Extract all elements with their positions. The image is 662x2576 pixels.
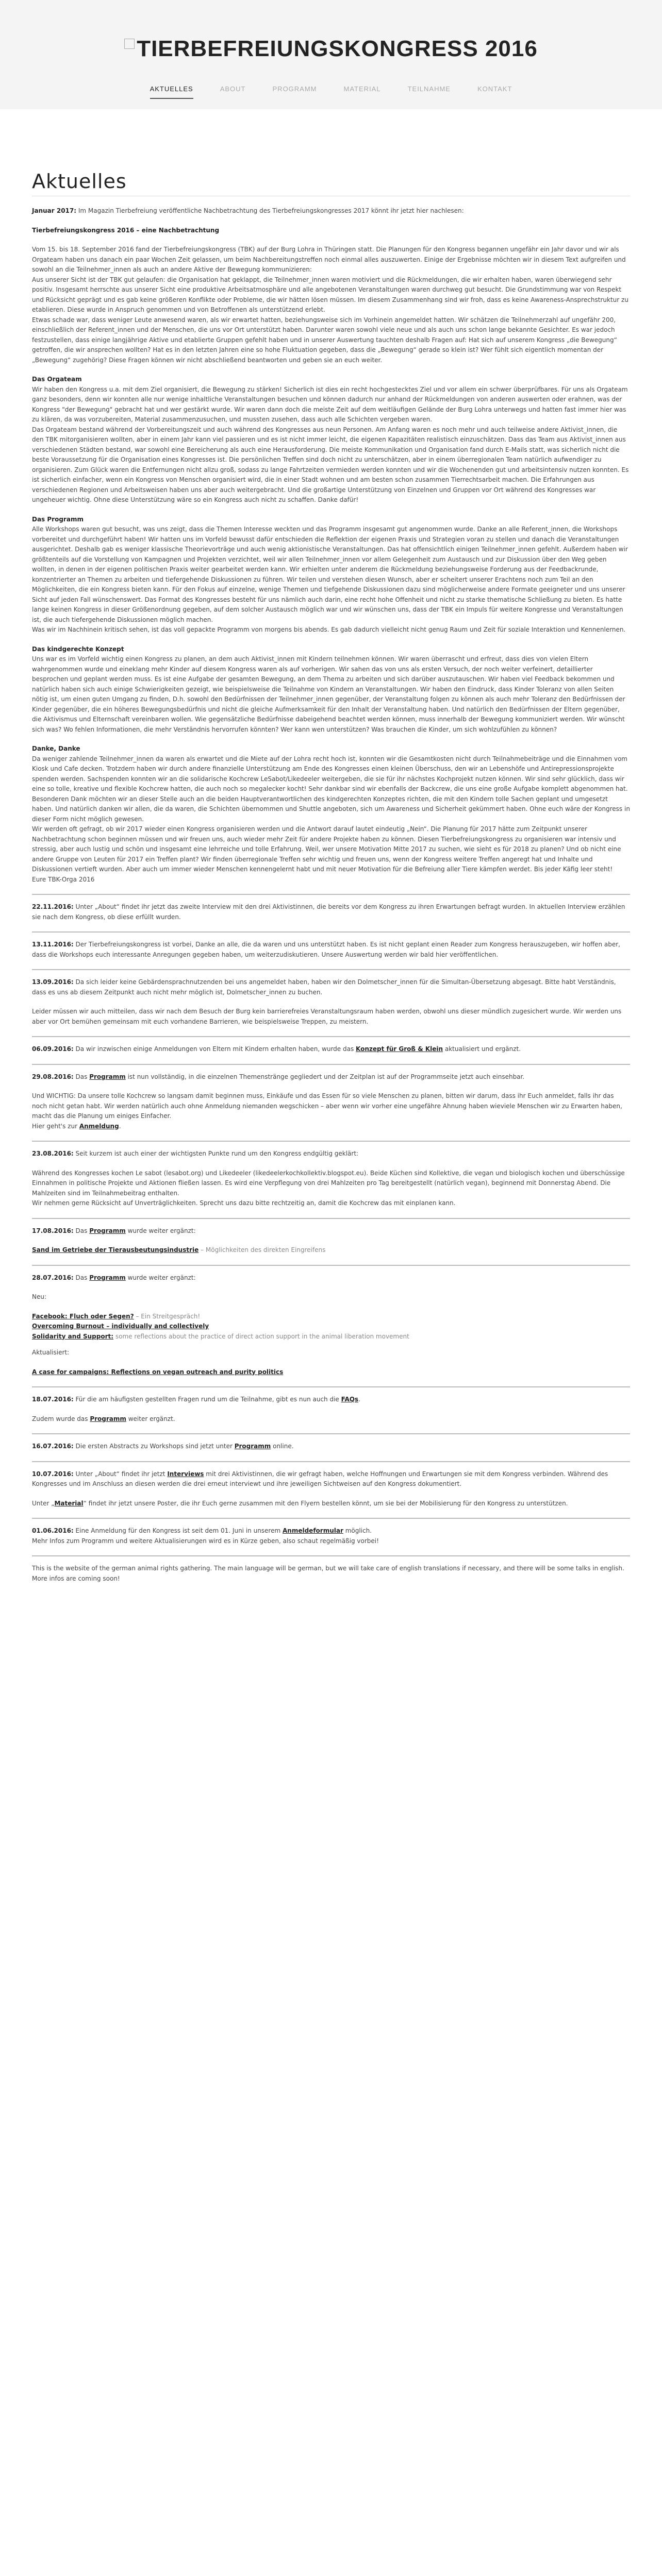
update-text: Seit kurzem ist auch einer der wichtigsten Punkte rund um den Kongress endgültig geklärt: <box>73 1150 359 1157</box>
intro <box>32 206 630 216</box>
workshop-link[interactable]: Facebook: Fluch oder Segen? <box>32 1312 134 1320</box>
divider <box>32 1218 630 1219</box>
divider <box>32 1555 630 1556</box>
interviews-link[interactable]: Interviews <box>167 1470 204 1478</box>
workshop-link[interactable]: Sand im Getriebe der Tierausbeutungsindustrie <box>32 1246 199 1253</box>
orga-p1: Wir haben den Kongress u.a. mit dem Ziel organisiert, die Bewegung zu stärken! Sicherlich ist dies ein recht hochgestecktes Ziel und vor allem ein schwer überprüfbares. Für uns als Orgateam ganz besonders, denn wir konnten alle nur wenige inhaltliche Veranstaltungen besuchen und können dadurch nur anhand der Rückmeldungen von anderen auswerten oder erahnen, was der Kongress "der Bewegung" gebracht hat und wer gestärkt wurde. Wir waren dann doch die meiste Zeit auf dem weitläufigen Gelände der Burg Lohra unterwegs und hatten fast immer hier was zu klären, da was vorzubereiten, Material zusammenzusuchen, und mussten zusehen, dass auch alle Schichten vergeben waren. <box>32 385 628 423</box>
list-item <box>32 1367 630 1378</box>
workshop-link[interactable]: Solidarity and Support: <box>32 1332 114 1340</box>
broken-image-icon <box>124 39 135 49</box>
main-nav <box>0 85 662 99</box>
update-text: Da wir inzwischen einige Anmeldungen von Eltern mit Kindern erhalten haben, wurde das <box>73 1045 356 1053</box>
update-1007 <box>32 1469 630 1489</box>
update-text: Hier geht's zur <box>32 1122 79 1130</box>
english-notice: This is the website of the german animal rights gathering. The main language will be german, but we will take care of english translations if necessary, and there will be some talks in english. More infos are coming soon! <box>32 1565 624 1582</box>
nav-about[interactable]: ABOUT <box>220 85 246 93</box>
kids-heading <box>32 645 630 655</box>
thanks-p1: Da weniger zahlende Teilnehmer_innen da waren als erwartet und die Miete auf der Lohra recht hoch ist, konnten wir die Gesamtkosten nicht durch Teilnahmebeiträge und die Einnahmen vom Kiosk und Cafe decken. Trotzdem haben wir durch andere finanzielle Unterstützung am Ende des Kongresses einen kleinen Überschuss, den wir an Lebenshöfe und Antirepressionsprojekte spenden werden. Sachspenden konnten wir an die solidarische Kochcrew LeSabot/Likedeeler weitergeben, die sie für ihr nächstes Kochprojekt nutzen können. Wir sind sehr glücklich, dass wir eine so tolle, kreative und flexible Kochcrew hatten, die auch noch so megalecker kocht! Sehr dankbar sind wir ebenfalls der Backcrew, die uns eine große Aufgabe komplett abgenommen hat. Besonderen Dank möchten wir an dieser Stelle auch an die beiden Hauptverantwortlichen des kindgerechten Konzeptes richten, die mit den Kindern tolle Sachen geplant und umgesetzt haben. Und natürlich danken wir allen, die da waren, die Schichten übernommen und Shuttle angeboten, sich um Awareness und Sicherheit gekümmert haben. Ohne euch wäre der Kongress in dieser Form nicht möglich gewesen. <box>32 755 630 823</box>
update-2807 <box>32 1273 630 1283</box>
article <box>32 206 630 1593</box>
divider <box>32 1064 630 1065</box>
orga-heading-text: Das Orgateam <box>32 376 82 383</box>
update-2908-b <box>32 1091 630 1131</box>
update-date: 18.07.2016: <box>32 1396 74 1403</box>
update-2308-b: Während des Kongresses kochen Le sabot (lesabot.org) und Likedeeler (likedeelerkochkollektiv.blogspot.eu). Beide Küchen sind Kollektive, die vegan und biologisch kochen und überschüssige Einnahmen in politische Projekte und Aktionen fließen lassen. Es wird eine Verpflegung von drei Mahlzeiten pro Tag bereitgestellt (natürlich vegan), beginnend mit Donnerstag Abend. Die Mahlzeiten sind im Teilnahmebeitrag enthalten. <box>32 1169 625 1197</box>
content-area <box>0 109 662 2576</box>
list-item <box>32 1332 630 1342</box>
thanks-p2: Wir werden oft gefragt, ob wir 2017 wieder einen Kongress organisieren werden und die Antwort darauf lautet eindeutig „Nein“. Die Planung für 2017 hätte zum Zeitpunkt unserer Nachbetrachtung schon beginnen müssen und wir freuen uns, auch wieder mehr Zeit für andere Projekte haben zu können. Diesen Tierbefreiungskongress zu organisieren war intensiv und stressig, aber auch lustig und schön und insgesamt eine lehrreiche und tolle Erfahrung. Weil, wer unsere Motivation Mitte 2017 zu suchen, wie sieht es für 2018 zu planen? Und ob nicht eine andere Gruppe von Leuten für 2017 ein Treffen plant? Wir finden überregionale Treffen sehr wichtig und freuen uns, wenn der Kongress weitere Treffen angeregt hat und Inhalte und Diskussionen vertieft wurden. Aber auch um immer wieder Menschen kennengelernt habt und mit neuer Motivation für die Befreiung aller Tiere kämpfen werdet. Bis jeder Käfig leer steht! <box>32 825 621 873</box>
update-date: 22.11.2016: <box>32 903 74 910</box>
update-date: 13.11.2016: <box>32 941 74 948</box>
workshop-subtitle: – Ein Streitgespräch! <box>134 1312 201 1320</box>
prog-p2: Was wir im Nachhinein kritisch sehen, ist das voll gepackte Programm von morgens bis abends. Es gab dadurch vielleicht nicht genug Raum und Zeit für soziale Interaktion und Kennenlernen. <box>32 626 626 633</box>
thanks-sign: Eure TBK-Orga 2016 <box>32 875 95 883</box>
update-text: . <box>358 1396 360 1403</box>
aktualisiert-label: Aktualisiert: <box>32 1349 70 1356</box>
update-1708 <box>32 1226 630 1236</box>
divider <box>32 969 630 970</box>
update-date: 01.06.2016: <box>32 1527 74 1534</box>
konzept-link[interactable]: Konzept für Groß & Klein <box>356 1045 443 1053</box>
programm-link[interactable]: Programm <box>234 1443 271 1450</box>
update-date: 29.08.2016: <box>32 1073 74 1080</box>
update-1007-b <box>32 1499 630 1509</box>
review-heading <box>32 226 630 236</box>
update-text: Zudem wurde das <box>32 1415 90 1422</box>
prog-p1: Alle Workshops waren gut besucht, was uns zeigt, dass die Themen Interesse weckten und das Programm insgesamt gut angenommen wurde. Danke an alle Referent_innen, die Workshops vorbereitet und durchgeführt haben! Wir hatten uns im Vorfeld bewusst dafür entschieden die Reflektion der eigenen Praxis und Strategien voran zu stellen und danach die Veranstaltungen ausgerichtet. Deshalb gab es weniger klassische Theorievorträge und auch wenig aktionistische Veranstaltungen. Das hat offensichtlich einigen Teilnehmer_innen gefehlt. Außerdem haben wir größtenteils auf die Vorstellung von Kampagnen und Projekten verzichtet, weil wir allen Teilnehmer_innen vor allem Gelegenheit zum Austausch und zur Diskussion über den Weg geben wollten, in denen in der eigenen politischen Praxis weiter gearbeitet werden kann. Wir erhielten unter anderem die Rückmeldung beziehungsweise Forderung aus der Feedbackrunde, konzentrierter an Themen zu arbeiten und tiefergehende Diskussionen zu führen. Wir teilen und verstehen diesen Wunsch, aber er scheitert unserer Erachtens noch zum Teil an den Möglichkeiten, die ein Kongress bieten kann. Für den Fokus auf einzelne, wenige Themen und tiefgehende Diskussionen dazu sind möglicherweise andere Formate geeigneter und uns unserer Sicht auf jeden Fall wünschenswert. Das Format des Kongresses besteht für uns nämlich auch darin, eine recht hohe Offenheit und nicht zu starke thematische Schließung zu bieten. Es hatte lange keinen Kongress in dieser Größenordnung gegeben, auf dem solcher Austausch möglich war und wir wünschen uns, dass der TBK ein Impuls für weitere Kongresse und Veranstaltungen ist, die auch tiefergehende Diskussionen möglich machen. <box>32 526 628 623</box>
update-2308-c: Wir nehmen gerne Rücksicht auf Unverträglichkeiten. Sprecht uns dazu bitte rechtzeitig an, damit die Kochcrew das mit einplanen kann. <box>32 1199 456 1207</box>
update-text: Der Tierbefreiungskongress ist vorbei, Danke an alle, die da waren und uns unterstützt haben. Es ist nicht geplant einen Reader zum Kongress herauszugeben, wir hoffen aber, dass die Workshops euch interessante Anregungen gegeben haben, um weiterzudiskutieren. Unsere Auswertung werden wir bald hier veröffentlichen. <box>32 941 620 958</box>
anmeldung-link[interactable]: Anmeldung <box>79 1122 119 1130</box>
workshop-subtitle: some reflections about the practice of direct action support in the animal liberation movement <box>113 1332 409 1340</box>
update-text: weiter ergänzt. <box>126 1415 175 1422</box>
divider <box>32 894 630 895</box>
workshop-subtitle: – Möglichkeiten des direkten Eingreifens <box>198 1246 326 1253</box>
kids-heading-text: Das kindgerechte Konzept <box>32 645 124 653</box>
material-link[interactable]: Material <box>54 1499 84 1507</box>
update-1807-b <box>32 1414 630 1425</box>
update-text: Und WICHTIG: Da unsere tolle Kochcrew so langsam damit beginnen muss, Einkäufe und das Essen für so viele Menschen zu planen, bitten wir darum, dass ihr Euch anmeldet, falls ihr das noch nicht getan habt. Wir werden natürlich auch ohne Anmeldung niemanden wegschicken – aber wenn wir vorher eine ungefähre Ahnung haben wieviele Menschen wir zu Erwarten haben, macht das die Planung um einiges Einfacher. <box>32 1092 622 1120</box>
update-text: . <box>119 1122 121 1130</box>
update-text: Das <box>73 1274 90 1281</box>
update-text: möglich. <box>343 1527 372 1534</box>
update-0106-b: Mehr Infos zum Programm und weitere Aktualisierungen wird es in Kürze geben, also schaut regelmäßig vorbei! <box>32 1537 379 1545</box>
page-title: Aktuelles <box>32 170 127 193</box>
update-text: Das <box>73 1073 90 1080</box>
update-date: 10.07.2016: <box>32 1470 74 1478</box>
intro-date: Januar 2017: <box>32 207 77 214</box>
update-2211 <box>32 902 630 922</box>
update-1311 <box>32 940 630 960</box>
update-1309-b: Leider müssen wir auch mitteilen, dass wir nach dem Besuch der Burg kein barrierefreies Veranstaltungsraum haben werden, obwohl uns dieser mündlich zugesichert wurde. Wir werden uns aber vor Ort bemühen gemeinsam mit euch vorhandene Barrieren, wie beispielsweise Treppen, zu meistern. <box>32 1008 622 1025</box>
intro-text: Im Magazin Tierbefreiung veröffentliche Nachbetrachtung des Tierbefreiungskongresses 2017 könnt ihr jetzt hier nachlesen: <box>76 207 464 214</box>
update-date: 23.08.2016: <box>32 1150 74 1157</box>
update-text: Eine Anmeldung für den Kongress ist seit dem 01. Juni in unserem <box>73 1527 283 1534</box>
update-1607 <box>32 1442 630 1452</box>
update-text: Das <box>73 1227 90 1234</box>
review-p1: Vom 15. bis 18. September 2016 fand der Tierbefreiungskongress (TBK) auf der Burg Lohra in Thüringen statt. Die Planungen für den Kongress begannen ungefähr ein Jahr davor und wir als Orgateam haben uns danach ein paar Wochen Zeit gelassen, um beim Nachbereitungstreffen noch einmal alles auszuwerten. Einige der Ergebnisse möchten wir in diesem Text aufgreifen und sowohl an die Teilnehmer_innen als auch an andere Aktive der Bewegung kommunizieren: <box>32 246 626 273</box>
kids-p1: Uns war es im Vorfeld wichtig einen Kongress zu planen, an dem auch Aktivist_innen mit Kindern teilnehmen können. Wir waren überrascht und erfreut, dass dies von vielen Eltern wahrgenommen wurde und eineklang mehr Kinder auf diesem Kongress waren als auf vorherigen. Wir sahen das von uns als ersten Versuch, der noch weiter verfeinert, detaillierter besprochen und geplant werden muss. Es ist eine Aufgabe der gesamten Bewegung, an dem Thema zu arbeiten und sich darüber auszutauschen. Wir haben viel Feedback bekommen und natürlich haben sich auch einige Schwierigkeiten gezeigt, wie beispielsweise die Teilnahme von Kindern an Veranstaltungen. Wir haben den Eindruck, dass Kinder Toleranz von allen Seiten nötig ist, um einen guten Umgang zu finden, D.h. sowohl den Bedürfnissen der Teilnehmer_innen gegenüber, der Veranstaltung folgen zu können als auch mehr Toleranz den Bedürfnissen der Kinder gegenüber, die ein höheres Bewegungsbedürfnis und nicht die gleiche Aufmerksamkeit für den Inhalt der Veranstaltung haben. Und natürlich den Bedürfnissen der Eltern gegenüber, die Aktivismus und Elternschaft vereinbaren wollen. Wie gegensätzliche Bedürfnisse dabeigehend beachtet werden können, muss innerhalb der Bewegung kommuniziert werden. Wir wünscht sich was? Wo fehlen Informationen, die mehr Verständnis hervorrufen könnten? Wer kann wen unterstützen? Was brauchen die Kinder, um sich wohlzufühlen zu können? <box>32 655 625 733</box>
update-1708-item <box>32 1245 630 1256</box>
programm-link[interactable]: Programm <box>89 1274 126 1281</box>
divider <box>32 1461 630 1462</box>
list-item <box>32 1312 630 1322</box>
update-text: “ findet ihr jetzt unsere Poster, die ihr Euch gerne zusammen mit den Flyern bestellen könnt, um sie bei der Mobilisierung für den Kongress zu unterstützen. <box>83 1499 568 1507</box>
update-0609 <box>32 1044 630 1055</box>
programm-link[interactable]: Programm <box>89 1227 126 1234</box>
list-item <box>32 1321 630 1332</box>
nav-teilnahme[interactable]: TEILNAHME <box>407 85 451 93</box>
divider <box>32 1386 630 1387</box>
update-text: Da sich leider keine Gebärdensprachnutzenden bei uns angemeldet haben, haben wir den Dolmetscher_innen für die Simultan-Übersetzung abgesagt. Bitte habt Verständnis, dass es uns ab diesem Zeitpunkt auch nicht mehr möglich ist, Dolmetscher_innen zu buchen. <box>32 978 616 996</box>
update-text: mit drei Aktivistinnen, die wir gefragt haben, welche Hoffnungen und Erwartungen sie mit dem Kongress verbinden. Während des Kongresses und im Anschluss an diesen werden die drei erneut interviewt und ihre jeweiligen Sichtweisen auf den Kongress dokumentiert. <box>32 1470 608 1487</box>
site-logo[interactable] <box>0 36 662 62</box>
update-1309 <box>32 977 630 997</box>
divider <box>32 1433 630 1434</box>
workshop-link[interactable]: A case for campaigns: Reflections on vegan outreach and purity politics <box>32 1368 284 1376</box>
new-workshops-list <box>32 1312 630 1342</box>
update-text: Für die am häufigsten gestellten Fragen rund um die Teilnahme, gibt es nun auch die <box>73 1396 341 1403</box>
update-1807 <box>32 1395 630 1405</box>
prog-heading-text: Das Programm <box>32 515 84 523</box>
orga-heading <box>32 375 630 385</box>
divider <box>32 1518 630 1519</box>
nav-material[interactable]: MATERIAL <box>343 85 381 93</box>
workshop-link[interactable]: Overcoming Burnout – individually and collectively <box>32 1323 209 1330</box>
update-text: ist nun vollständig, in die einzelnen Themenstränge gegliedert und der Zeitplan ist auf der Programmseite jetzt auch einsehbar. <box>125 1073 525 1080</box>
review-p3: Etwas schade war, dass weniger Leute anwesend waren, als wir erwartet hatten, beziehungsweise sich im Vorhinein angemeldet hatten. Wir schätzen die Teilnehmerzahl auf ungefähr 200, einschließlich der Referent_innen und der Menschen, die uns vor Ort unterstützt haben. Darunter waren sowohl viele neue und als auch uns schon lange bekannte Gesichter. Es war jedoch festzustellen, dass einige langjährige Aktive und etablierte Gruppen gefehlt haben und in unserer Auswertung tauchten deshalb Fragen auf: Hat sich auf unserem Kongress „die Bewegung“ getroffen, die wir ansprechen wollten? Hat es in den letzten Jahren eine so hohe Fluktuation gegeben, dass die „Bewegung“ gerade so klein ist? Wer fühlt sich eigentlich momentan der „Bewegung“ zugehörig? Diese Fragen können wir nicht abschließend beantworten und geben sie an euch weiter. <box>32 316 617 364</box>
divider <box>32 1265 630 1266</box>
programm-link[interactable]: Programm <box>89 1073 126 1080</box>
thanks-heading-text: Danke, Danke <box>32 745 80 752</box>
logo-text: TIERBEFREIUNGSKONGRESS 2016 <box>137 36 538 61</box>
nav-kontakt[interactable]: KONTAKT <box>477 85 512 93</box>
faq-link[interactable]: FAQs <box>341 1396 359 1403</box>
update-date: 17.08.2016: <box>32 1227 74 1234</box>
orga-p2: Das Orgateam bestand während der Vorbereitungszeit und auch während des Kongresses aus neun Personen. Am Anfang waren es noch mehr und auch teilweise andere Aktivist_innen, die den TBK mitorganisieren wollten, aber in einem Jahr kann viel passieren und es ist nicht immer leicht, die eigenen Kapazitäten realistisch einzuschätzen. Dass das Team aus Aktivist_innen aus verschiedenen Städten bestand, war sowohl eine Bereicherung als auch eine Herausforderung. Die meiste Kommunikation und Organisation fand durch E-Mails statt, was sicherlich nicht die beste Voraussetzung für die Organisation eines Kongresses ist. Die persönlichen Treffen sind doch nicht zu unterschätzen, aber in einem überregionalen Team natürlich aufwendiger zu organisieren. Zum Glück waren die Entfernungen nicht allzu groß, sodass zu lange Fahrtzeiten vermieden werden konnten und wir die Wochenenden gut und arbeitsintensiv nutzen konnten. Es ist sicherlich einfacher, wenn ein Kongress von Menschen organisiert wird, die in einer Stadt wohnen und am besten schon zusammen Tierrechtsarbeit machen. Die Erfahrungen aus verschiedenen Regionen und Arbeitsweisen haben uns aber auch weitergebracht. Und die großartige Unterstützung von Einzelnen und Gruppen vor Ort während des Kongresses war ungeheuer wichtig. Ohne diese Unterstützung wäre so ein Kongress auch nicht zu schaffen. Danke dafür! <box>32 426 629 503</box>
update-text: wurde weiter ergänzt: <box>125 1227 196 1234</box>
update-date: 13.09.2016: <box>32 978 74 986</box>
update-text: Unter „About“ findet ihr jetzt <box>73 1470 168 1478</box>
review-p2: Aus unserer Sicht ist der TBK gut gelaufen: die Organisation hat geklappt, die Teilnehmer_innen waren motiviert und die Rückmeldungen, die wir erhalten haben, waren überwiegend sehr positiv. Insgesamt herrschte aus unserer Sicht eine produktive Arbeitsatmosphäre und alle angebotenen Veranstaltungen waren durchweg gut besucht. Die Grundstimmung war von Respekt und Rücksicht geprägt und es gab keine größeren Konflikte oder Probleme, die wir hätten lösen müssen. Im diesem Zusammenhang sind wir froh, dass es keine Awareness-Ansprechstruktur zu etablieren. Diese wurde in Anspruch genommen und von Betroffenen als unterstützend erlebt. <box>32 276 628 313</box>
update-date: 28.07.2016: <box>32 1274 74 1281</box>
prog-heading <box>32 515 630 525</box>
update-text: wurde weiter ergänzt: <box>125 1274 196 1281</box>
divider <box>32 1036 630 1037</box>
update-text: Unter „ <box>32 1499 55 1507</box>
anmeldeformular-link[interactable]: Anmeldeformular <box>283 1527 343 1534</box>
update-0106 <box>32 1526 630 1536</box>
programm-link[interactable]: Programm <box>90 1415 126 1422</box>
update-date: 16.07.2016: <box>32 1443 74 1450</box>
update-text: online. <box>271 1443 294 1450</box>
update-text: aktualisiert und ergänzt. <box>443 1045 521 1053</box>
site-header <box>0 0 662 109</box>
review-heading-text: Tierbefreiungskongress 2016 – eine Nachbetrachtung <box>32 226 220 234</box>
update-2308 <box>32 1149 630 1159</box>
nav-programm[interactable]: PROGRAMM <box>272 85 317 93</box>
divider <box>32 1141 630 1142</box>
neu-label: Neu: <box>32 1293 47 1300</box>
thanks-heading <box>32 744 630 754</box>
nav-aktuelles[interactable]: AKTUELLES <box>150 85 193 99</box>
update-text: Die ersten Abstracts zu Workshops sind jetzt unter <box>73 1443 235 1450</box>
update-date: 06.09.2016: <box>32 1045 74 1053</box>
divider <box>32 931 630 933</box>
update-2908 <box>32 1072 630 1082</box>
update-text: Unter „About“ findet ihr jetzt das zweite Interview mit den drei Aktivistinnen, die bereits vor dem Kongress zu ihren Erwartungen befragt wurden. In aktuellen Interview erzählen sie nach dem Kongress, ob diese erfüllt wurden. <box>32 903 625 921</box>
